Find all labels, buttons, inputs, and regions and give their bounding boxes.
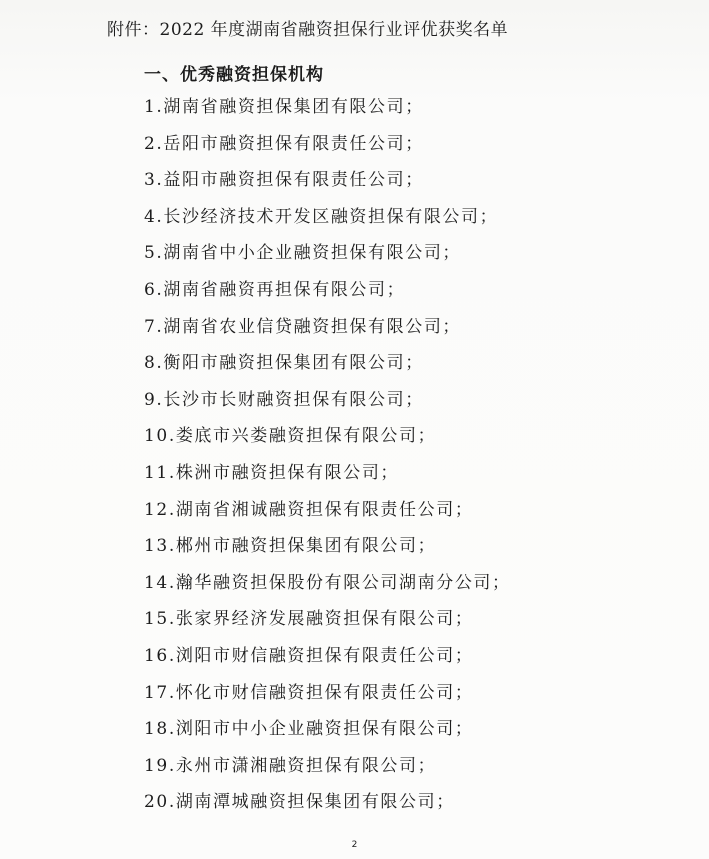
document-title: 附件：2022 年度湖南省融资担保行业评优获奖名单 xyxy=(107,20,509,40)
section-heading: 一、优秀融资担保机构 xyxy=(144,65,324,85)
list-item: 19.永州市潇湘融资担保有限公司； xyxy=(144,755,437,776)
page-number: 2 xyxy=(351,840,358,850)
list-item: 8.衡阳市融资担保集团有限公司； xyxy=(144,353,424,374)
list-item: 9.长沙市长财融资担保有限公司； xyxy=(144,389,424,410)
list-item: 16.浏阳市财信融资担保有限责任公司； xyxy=(144,645,474,666)
list-item: 15.张家界经济发展融资担保有限公司； xyxy=(144,609,474,630)
list-item: 11.株洲市融资担保有限公司； xyxy=(144,462,400,483)
list-item: 10.娄底市兴娄融资担保有限公司； xyxy=(144,426,437,447)
list-item: 17.怀化市财信融资担保有限责任公司； xyxy=(144,682,474,703)
list-item: 20.湖南潭城融资担保集团有限公司； xyxy=(144,792,455,813)
list-item: 12.湖南省湘诚融资担保有限责任公司； xyxy=(144,499,474,520)
list-item: 3.益阳市融资担保有限责任公司； xyxy=(144,170,424,191)
award-list xyxy=(144,95,511,827)
list-item: 18.浏阳市中小企业融资担保有限公司； xyxy=(144,719,474,740)
list-item: 4.长沙经济技术开发区融资担保有限公司； xyxy=(144,206,499,227)
list-item: 2.岳阳市融资担保有限责任公司； xyxy=(144,133,424,154)
list-item: 1.湖南省融资担保集团有限公司； xyxy=(144,97,424,117)
list-item: 7.湖南省农业信贷融资担保有限公司； xyxy=(144,316,462,337)
list-item: 6.湖南省融资再担保有限公司； xyxy=(144,279,406,300)
list-item: 13.郴州市融资担保集团有限公司； xyxy=(144,536,437,557)
list-item: 14.瀚华融资担保股份有限公司湖南分公司； xyxy=(144,572,511,593)
list-item: 5.湖南省中小企业融资担保有限公司； xyxy=(144,243,462,264)
